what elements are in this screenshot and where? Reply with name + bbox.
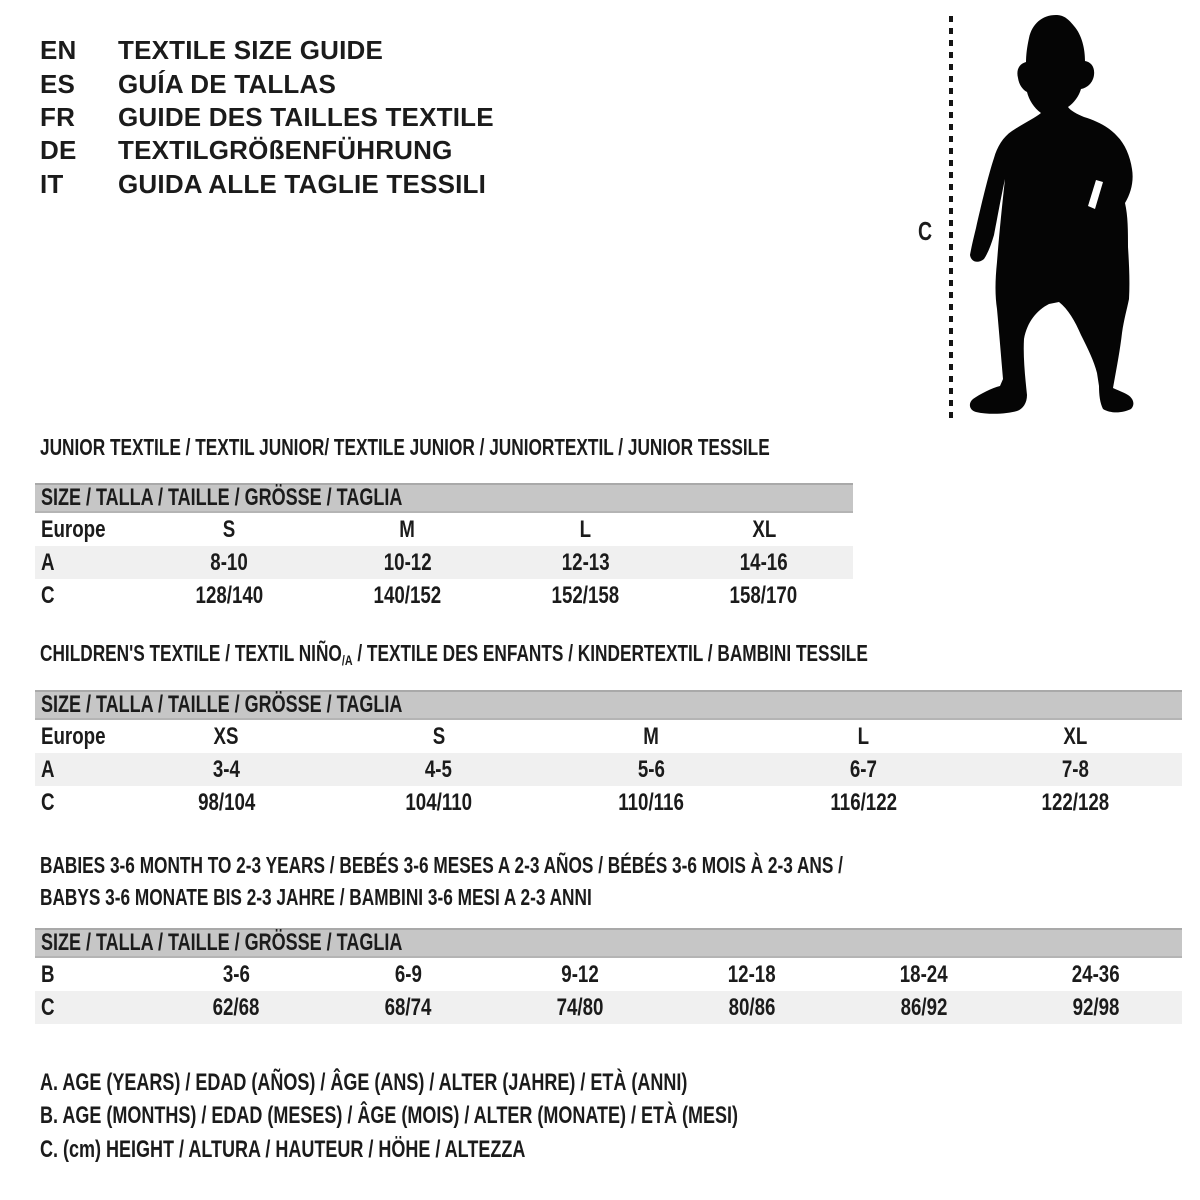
legend-text-b: B. AGE (MONTHS) / EDAD (MESES) / ÂGE (MOIS) / ALTER (MONATE) / ETÀ (MESI) — [40, 1102, 738, 1130]
table-row-height-cm — [35, 579, 853, 612]
babies-section-title — [40, 852, 1111, 910]
junior-section-title-text: JUNIOR TEXTILE / TEXTIL JUNIOR/ TEXTILE JUNIOR / JUNIORTEXTIL / JUNIOR TESSILE — [40, 434, 770, 460]
height-cell: 92/98 — [1072, 993, 1120, 1021]
table-row-europe — [35, 513, 853, 546]
size-header-bar — [35, 928, 1182, 958]
size-header-text: SIZE / TALLA / TAILLE / GRÖSSE / TAGLIA — [41, 484, 403, 511]
height-cell: 152/158 — [551, 581, 620, 609]
row-label: A — [41, 755, 55, 783]
language-guide-title: GUIDE DES TAILLES TEXTILE — [118, 101, 494, 132]
row-label: C — [41, 993, 55, 1021]
months-cell: 9-12 — [561, 960, 599, 988]
size-cell: XL — [1063, 722, 1088, 750]
age-cell: 4-5 — [425, 755, 453, 783]
age-cell: 6-7 — [849, 755, 877, 783]
size-cell: M — [643, 722, 659, 750]
table-row-age-years — [35, 546, 853, 579]
language-row — [40, 134, 494, 167]
months-cell: 18-24 — [900, 960, 948, 988]
junior-size-table — [35, 483, 853, 612]
children-size-table — [35, 690, 1182, 819]
row-label: C — [41, 788, 55, 816]
row-label: A — [41, 548, 55, 576]
children-section-title — [40, 640, 1144, 670]
height-cell: 122/128 — [1041, 788, 1110, 816]
legend-line-b — [40, 1100, 971, 1134]
height-cell: 68/74 — [384, 993, 432, 1021]
row-label: B — [41, 960, 55, 988]
table-row-height-cm — [35, 786, 1182, 819]
table-row-europe — [35, 720, 1182, 753]
height-cell: 104/110 — [405, 788, 472, 816]
language-code: ES — [40, 68, 76, 99]
language-guide-title: GUIDA ALLE TAGLIE TESSILI — [118, 168, 487, 199]
language-code: IT — [40, 168, 64, 199]
language-guide-title: GUÍA DE TALLAS — [118, 68, 337, 99]
children-section-title-text — [40, 640, 868, 670]
table-row-age-months — [35, 958, 1182, 991]
table-row-height-cm — [35, 991, 1182, 1024]
size-cell: S — [432, 722, 445, 750]
height-measure-label: C — [918, 216, 933, 246]
age-cell: 12-13 — [561, 548, 610, 576]
size-cell: S — [222, 515, 236, 543]
age-cell: 8-10 — [210, 548, 248, 576]
babies-title-line2: BABYS 3-6 MONATE BIS 2-3 JAHRE / BAMBINI 3-6 MESI A 2-3 ANNI — [40, 884, 592, 910]
height-cell: 128/140 — [195, 581, 263, 609]
months-cell: 3-6 — [222, 960, 250, 988]
legend-text-a: A. AGE (YEARS) / EDAD (AÑOS) / ÂGE (ANS) / ALTER (JAHRE) / ETÀ (ANNI) — [40, 1068, 688, 1096]
height-cell: 86/92 — [900, 993, 948, 1021]
size-cell: M — [399, 515, 416, 543]
language-code: EN — [40, 35, 77, 66]
children-title-subscript: /A — [341, 653, 353, 669]
language-code: DE — [40, 135, 77, 166]
age-cell: 7-8 — [1062, 755, 1090, 783]
legend-line-c — [40, 1133, 971, 1167]
size-cell: XS — [213, 722, 239, 750]
babies-size-table — [35, 928, 1182, 1024]
language-row — [40, 34, 494, 67]
legend-line-a — [40, 1066, 971, 1100]
language-guide-title: TEXTILGRÖßENFÜHRUNG — [118, 135, 453, 166]
size-header-text: SIZE / TALLA / TAILLE / GRÖSSE / TAGLIA — [41, 929, 403, 956]
language-row — [40, 67, 494, 100]
height-cell: 80/86 — [728, 993, 776, 1021]
height-cell: 140/152 — [373, 581, 442, 609]
children-title-part1: CHILDREN'S TEXTILE / TEXTIL NIÑO — [40, 640, 342, 666]
table-row-age-years — [35, 753, 1182, 786]
age-cell: 10-12 — [383, 548, 432, 576]
junior-section-title — [40, 434, 1013, 460]
height-cell: 62/68 — [212, 993, 260, 1021]
size-header-bar — [35, 483, 853, 513]
size-header-bar — [35, 690, 1182, 720]
babies-title-line1: BABIES 3-6 MONTH TO 2-3 YEARS / BEBÉS 3-6 MESES A 2-3 AÑOS / BÉBÉS 3-6 MOIS À 2-3 ANS / — [40, 852, 843, 878]
row-label: C — [41, 581, 55, 609]
age-cell: 14-16 — [739, 548, 788, 576]
language-row — [40, 168, 494, 201]
age-cell: 5-6 — [637, 755, 665, 783]
size-header-text: SIZE / TALLA / TAILLE / GRÖSSE / TAGLIA — [41, 691, 403, 718]
size-cell: XL — [751, 515, 776, 543]
baby-silhouette-figure — [900, 0, 1160, 430]
language-guide-title: TEXTILE SIZE GUIDE — [118, 35, 384, 66]
language-title-list — [40, 34, 494, 201]
language-row — [40, 101, 494, 134]
age-cell: 3-4 — [212, 755, 240, 783]
height-cell: 158/170 — [730, 581, 798, 609]
height-cell: 110/116 — [618, 788, 684, 816]
row-label: Europe — [41, 722, 106, 750]
height-cell: 74/80 — [556, 993, 604, 1021]
size-cell: L — [857, 722, 870, 750]
height-cell: 116/122 — [830, 788, 897, 816]
legend-text-c: C. (cm) HEIGHT / ALTURA / HAUTEUR / HÖHE / ALTEZZA — [40, 1135, 526, 1163]
toddler-silhouette — [970, 15, 1134, 414]
height-cell: 98/104 — [197, 788, 255, 816]
row-label: Europe — [41, 515, 106, 543]
children-title-part2: / TEXTILE DES ENFANTS / KINDERTEXTIL / BAMBINI TESSILE — [352, 640, 868, 666]
months-cell: 6-9 — [394, 960, 422, 988]
size-cell: L — [579, 515, 592, 543]
language-code: FR — [40, 101, 76, 132]
measure-legend — [40, 1066, 971, 1167]
months-cell: 12-18 — [728, 960, 776, 988]
months-cell: 24-36 — [1072, 960, 1120, 988]
